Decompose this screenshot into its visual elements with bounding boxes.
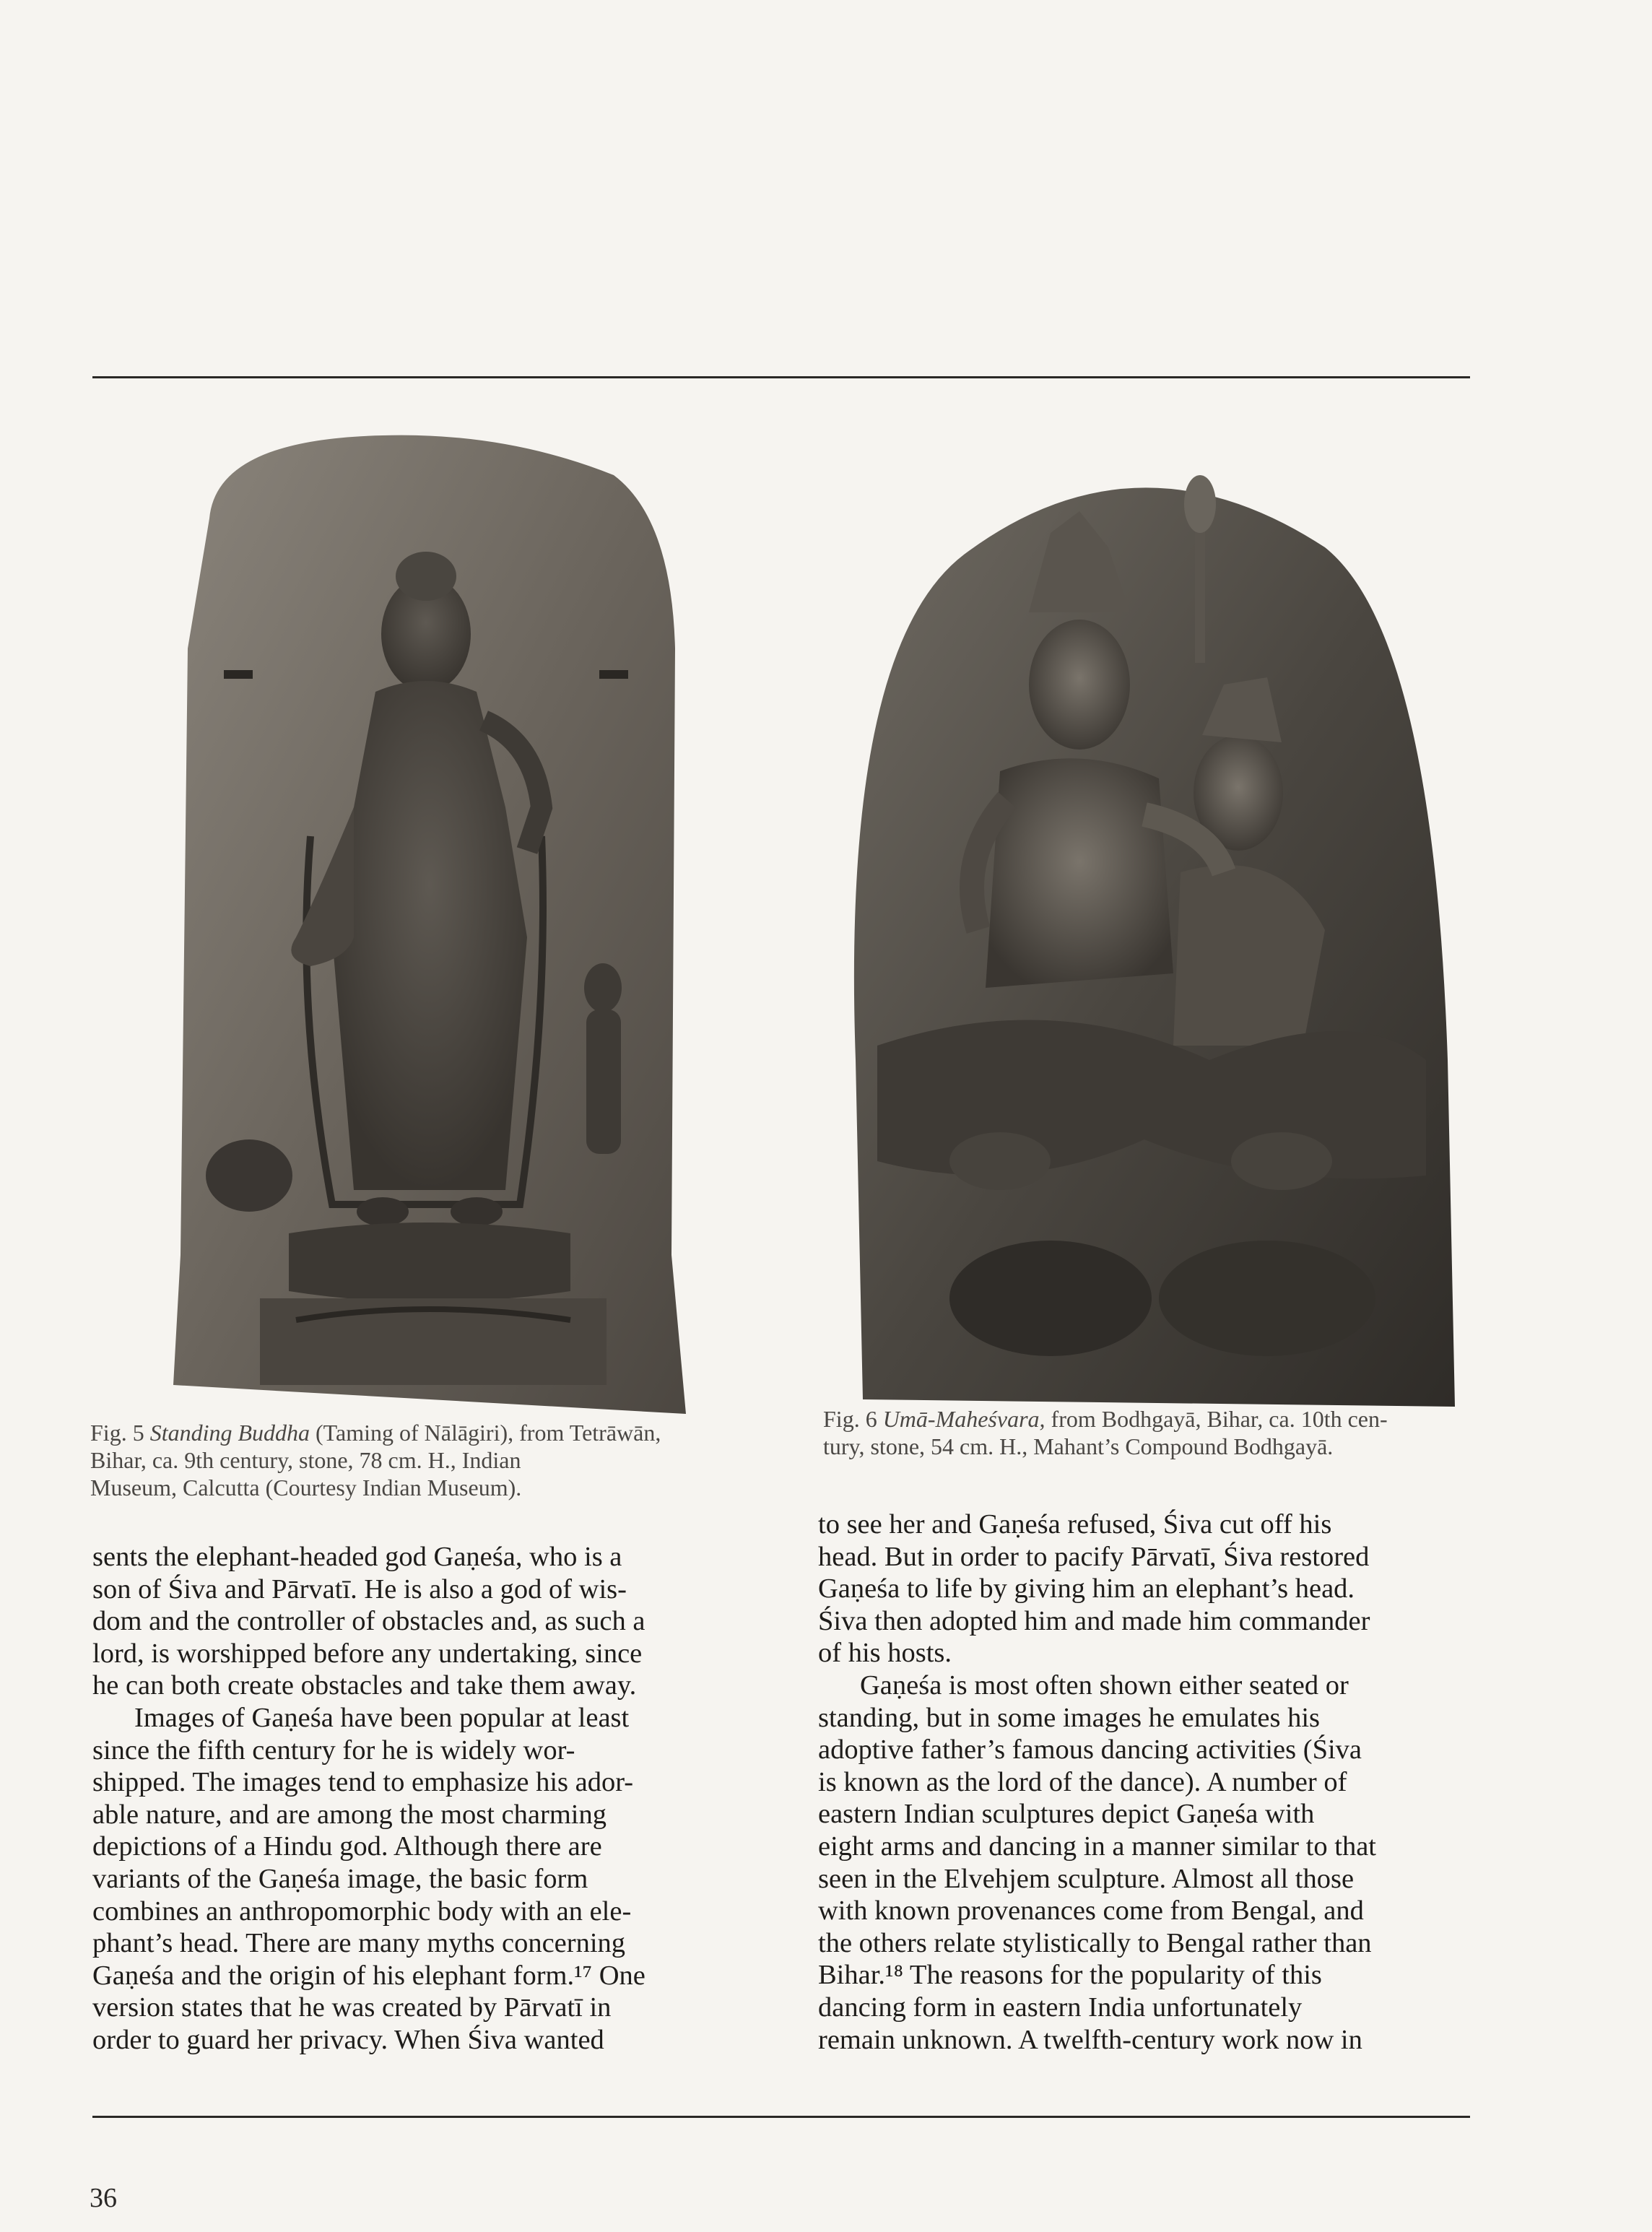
text-line: standing, but in some images he emulates his — [818, 1702, 1321, 1733]
text-line: version states that he was created by Pārvatī in — [92, 1992, 612, 2023]
text-line: of his hosts. — [818, 1638, 952, 1669]
text-line: the others relate stylistically to Bengal rather than — [818, 1927, 1372, 1958]
page-number: 36 — [90, 2183, 117, 2213]
text-line: with known provenances come from Bengal, and — [818, 1896, 1364, 1927]
text-line: able nature, and are among the most charming — [92, 1799, 607, 1830]
text-line: variants of the Gaṇeśa image, the basic form — [92, 1863, 588, 1894]
text-line: is known as the lord of the dance). A number of — [818, 1766, 1347, 1797]
text-line: lord, is worshipped before any undertaking, since — [92, 1638, 643, 1669]
figure-6-caption-line1: from Bodhgayā, Bihar, ca. 10th cen- — [1045, 1406, 1388, 1432]
text-line: dom and the controller of obstacles and, as such a — [92, 1606, 645, 1637]
text-line: Images of Gaṇeśa have been popular at least — [134, 1702, 630, 1733]
figure-6-caption-title: Umā-Maheśvara, — [882, 1406, 1045, 1432]
text-line: shipped. The images tend to emphasize his ador- — [92, 1767, 634, 1798]
figure-6-uma-mahesvara-image — [834, 468, 1455, 1407]
text-line: remain unknown. A twelfth-century work now in — [818, 2024, 1362, 2055]
text-line: depictions of a Hindu god. Although there are — [92, 1831, 602, 1862]
figure-5-caption-line3: Museum, Calcutta (Courtesy Indian Museum). — [90, 1475, 522, 1501]
body-text-left-column — [92, 1541, 742, 2057]
text-line: Gaṇeśa and the origin of his elephant form.¹⁷ One — [92, 1960, 645, 1991]
text-line: sents the elephant-headed god Gaṇeśa, who is a — [92, 1542, 622, 1572]
bottom-rule — [92, 2116, 1470, 2118]
text-line: eastern Indian sculptures depict Gaṇeśa with — [818, 1799, 1315, 1830]
text-line: adoptive father’s famous dancing activities (Śiva — [818, 1734, 1362, 1766]
text-line: seen in the Elvehjem sculpture. Almost all those — [818, 1863, 1355, 1894]
figure-5-caption — [90, 1419, 740, 1501]
top-rule — [92, 376, 1470, 378]
figure-5-standing-buddha-image — [166, 432, 686, 1421]
text-line: order to guard her privacy. When Śiva wanted — [92, 2024, 604, 2055]
text-line: Śiva then adopted him and made him commander — [818, 1605, 1370, 1636]
figure-5-caption-line2: Bihar, ca. 9th century, stone, 78 cm. H., Indian — [90, 1447, 521, 1473]
text-line: phant’s head. There are many myths concerning — [92, 1928, 626, 1959]
text-line: Gaṇeśa is most often shown either seated or — [860, 1669, 1349, 1701]
figure-6-caption-line2: tury, stone, 54 cm. H., Mahant’s Compound Bodhgayā. — [823, 1433, 1334, 1459]
text-line: combines an anthropomorphic body with an ele- — [92, 1896, 632, 1927]
figure-5-caption-title: Standing Buddha — [149, 1420, 310, 1446]
standing-buddha-sculpture-illustration — [166, 432, 686, 1421]
figure-6-caption — [823, 1405, 1473, 1460]
body-text-right-column — [818, 1508, 1482, 2056]
text-line: eight arms and dancing in a manner similar to that — [818, 1831, 1376, 1862]
text-line: to see her and Gaṇeśa refused, Śiva cut off his — [818, 1509, 1332, 1540]
text-line: he can both create obstacles and take them away. — [92, 1670, 637, 1701]
figure-5-caption-line1: (Taming of Nālāgiri), from Tetrāwān, — [310, 1420, 661, 1446]
figure-5-caption-prefix: Fig. 5 — [90, 1420, 150, 1446]
text-line: dancing form in eastern India unfortunately — [818, 1992, 1303, 2023]
text-line: since the fifth century for he is widely wor- — [92, 1734, 575, 1766]
text-line: Gaṇeśa to life by giving him an elephant’s head. — [818, 1573, 1355, 1604]
text-line: son of Śiva and Pārvatī. He is also a god of wis- — [92, 1573, 627, 1604]
text-line: Bihar.¹⁸ The reasons for the popularity of this — [818, 1960, 1322, 1991]
figure-6-caption-prefix: Fig. 6 — [823, 1406, 883, 1432]
text-line: head. But in order to pacify Pārvatī, Śiva restored — [818, 1541, 1370, 1572]
uma-mahesvara-sculpture-illustration — [834, 468, 1455, 1407]
